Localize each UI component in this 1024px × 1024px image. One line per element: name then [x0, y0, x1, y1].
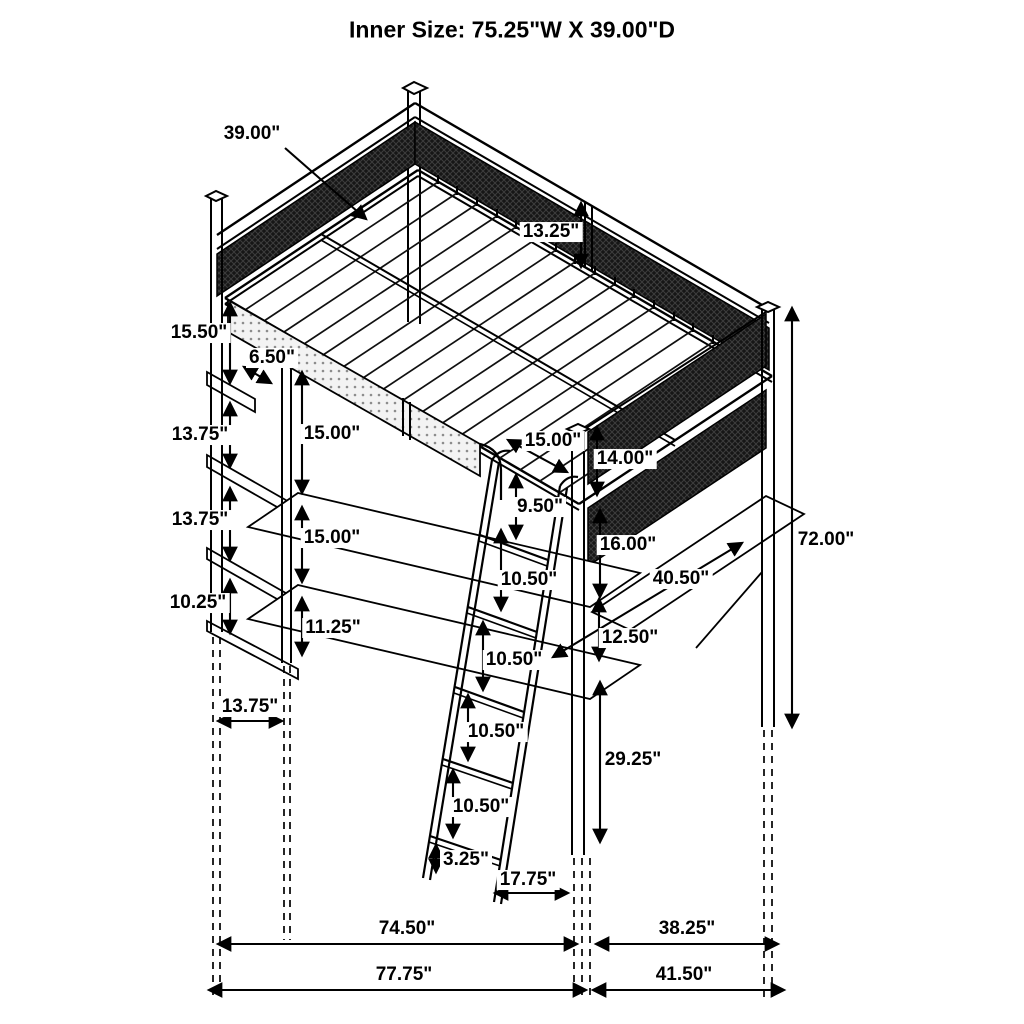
dim-left-shelf-gap-upper: 13.75": [169, 425, 232, 445]
dim-left-desk-gap-lower: 15.00": [301, 528, 364, 548]
dim-foot-mesh-lower: 16.00": [597, 535, 660, 555]
dim-left-desk-bottom-height: 11.25": [302, 618, 364, 638]
dim-ladder-step-top: 9.50": [514, 497, 566, 517]
front-corner-post: [567, 424, 589, 855]
dim-guardrail-height: 13.25": [520, 222, 583, 242]
head-mesh-panel: [217, 122, 415, 296]
dim-left-shelf-depth-small: 6.50": [246, 348, 298, 368]
dim-left-shelf-gap-top: 15.50": [168, 323, 231, 343]
dim-front-span-outer: 77.75": [373, 965, 436, 985]
diagram-title: Inner Size: 75.25"W X 39.00"D: [348, 16, 676, 43]
dim-slat-width: 39.00": [221, 124, 284, 144]
dim-right-desk-length: 40.50": [650, 569, 713, 589]
front-guard-panel: [228, 300, 501, 500]
guardrails-and-mesh: [217, 103, 769, 370]
dim-ladder-step-4: 10.50": [465, 722, 528, 742]
dim-ladder-step-2: 10.50": [498, 570, 561, 590]
dim-front-span-inner: 74.50": [376, 919, 439, 939]
dim-left-shelf-depth-bottom: 13.75": [219, 697, 282, 717]
dim-right-desk-drop: 12.50": [599, 628, 662, 648]
dim-side-span-outer: 41.50": [653, 965, 716, 985]
dim-ladder-foot-gap: 3.25": [440, 850, 492, 870]
dim-left-shelf-gap-lower: 13.75": [169, 510, 232, 530]
dim-ladder-foot-offset: 17.75": [497, 870, 560, 890]
dim-ladder-step-3: 10.50": [483, 650, 546, 670]
extension-lines: [213, 637, 772, 1000]
dim-left-desk-gap-upper: 15.00": [301, 424, 364, 444]
dim-deck-to-ladder: 15.00": [522, 431, 585, 451]
dim-foot-mesh-upper: 14.00": [594, 449, 657, 469]
dim-left-shelf-gap-bottom: 10.25": [167, 593, 230, 613]
dim-right-desk-clearance: 29.25": [602, 750, 665, 770]
dim-side-span-inner: 38.25": [656, 919, 719, 939]
dim-overall-height: 72.00": [795, 530, 858, 550]
dim-ladder-step-5: 10.50": [450, 797, 513, 817]
